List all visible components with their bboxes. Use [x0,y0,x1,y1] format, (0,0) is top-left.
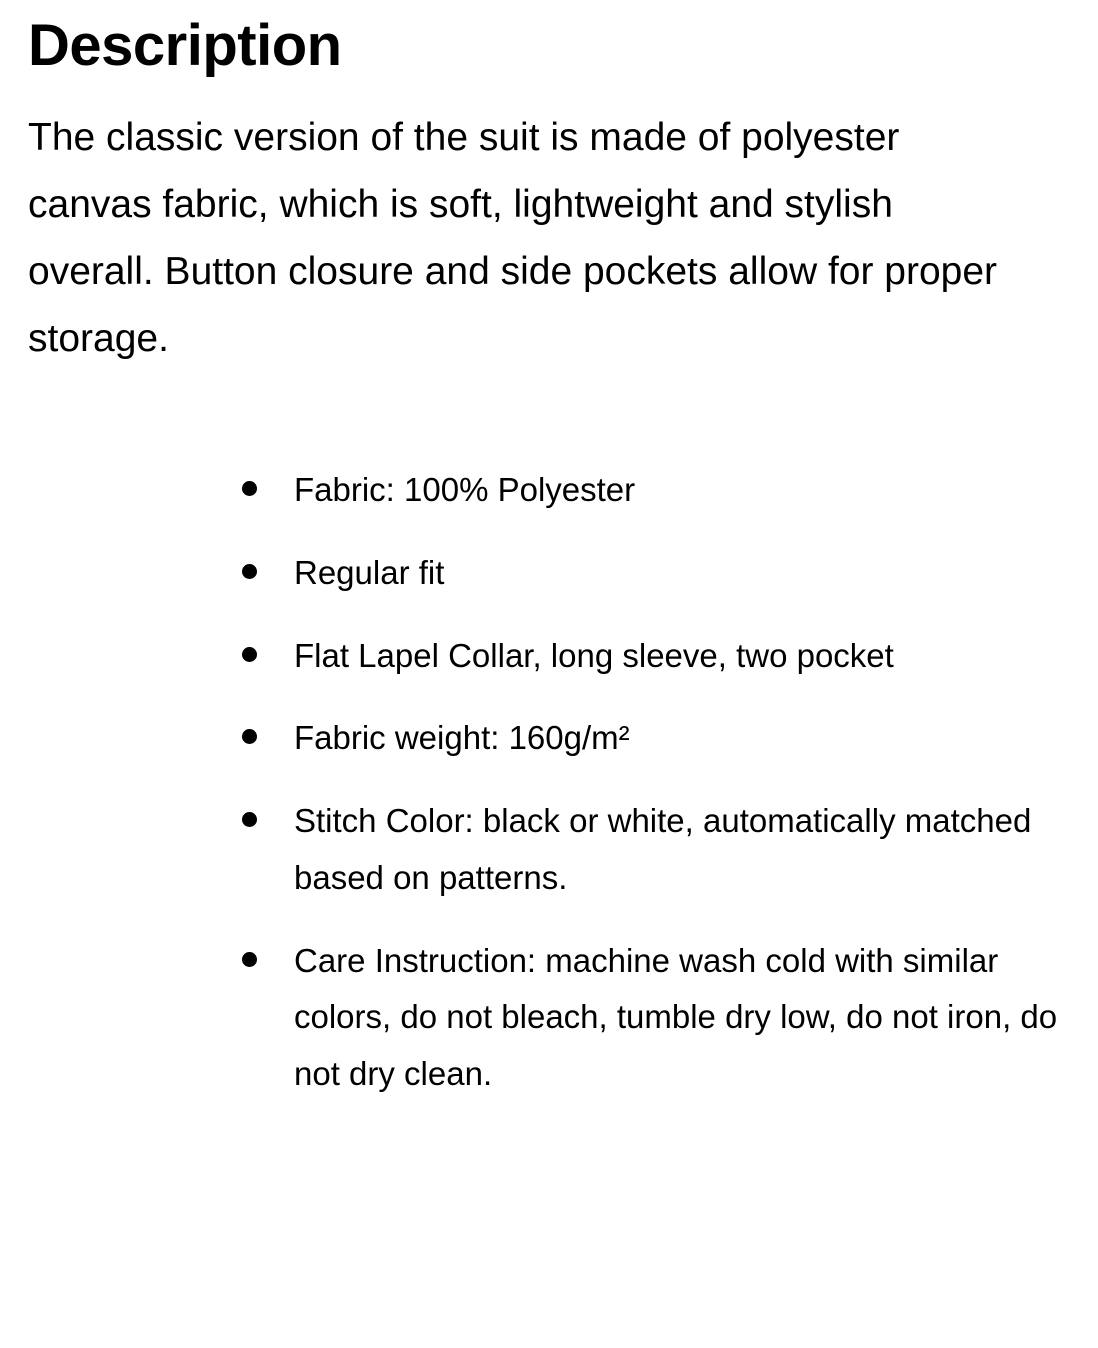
bullet-icon [242,564,257,579]
list-item-label: Flat Lapel Collar, long sleeve, two pocket [294,636,894,674]
list-item-label: Regular fit [294,553,445,591]
bullet-icon [242,647,257,662]
list-item-label: Care Instruction: machine wash cold with similar colors, do not bleach, tumble dry low, do not iron, do not dry clean. [294,941,1058,1093]
bullet-icon [242,812,257,827]
bullet-icon [242,729,257,744]
list-item [242,793,1070,907]
page-title: Description [28,13,342,78]
specification-list [28,462,1070,1103]
bullet-icon [242,481,257,496]
list-item-label: Fabric: 100% Polyester [294,471,636,509]
list-item [242,545,1070,602]
list-item [242,628,1070,685]
list-item [242,710,1070,767]
list-item-label: Stitch Color: black or white, automatically matched based on patterns. [294,802,1032,896]
list-item [242,933,1070,1103]
list-item-label: Fabric weight: 160g/m² [294,719,630,757]
list-item [242,462,1070,519]
bullet-icon [242,952,257,967]
description-paragraph: The classic version of the suit is made of polyester canvas fabric, which is soft, lightweight and stylish overall. Button closure and side pockets allow for proper storage. [28,115,998,361]
